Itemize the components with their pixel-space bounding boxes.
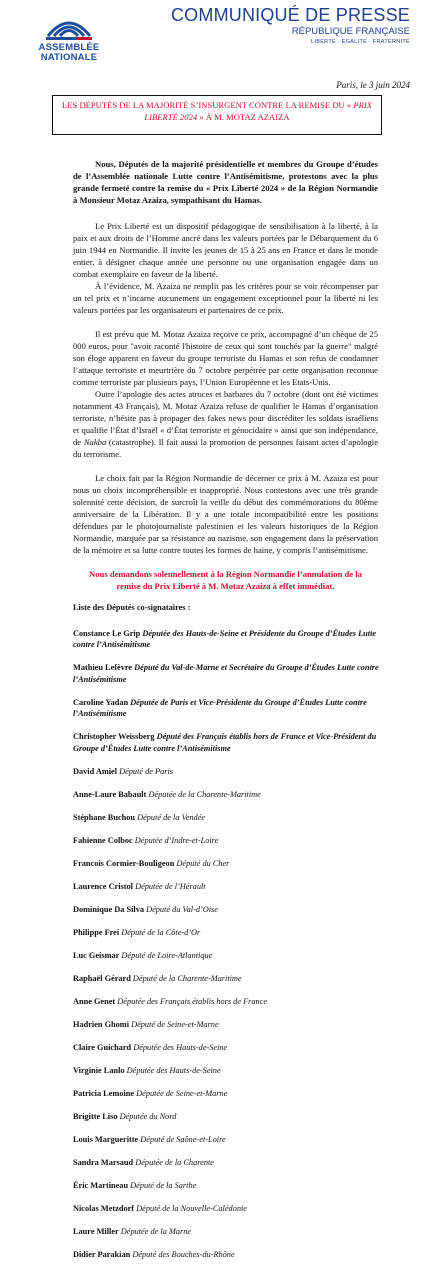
signatory-role: Député du Val-d’Oise — [146, 904, 218, 914]
signatory-name: Mathieu Lefèvre — [73, 663, 133, 673]
hemicycle-icon — [42, 6, 96, 42]
assemblee-nationale-logo — [30, 6, 108, 68]
signatories-section — [73, 602, 383, 1272]
signatory-item — [73, 858, 383, 870]
signatory-item — [73, 904, 383, 916]
signatory-item — [73, 973, 383, 985]
paragraph-apology-text-1: Outre l’apologie des actes atroces et barbares du 7 octobre (dont ont été victimes notamment 43 Français), M. Motaz Azaiza refuse de qualifier le Hamas d’organisation terroriste, n’hésite pas à propager des fakes news pour discréditer les soldats israéliens et qualifie l’État d’Israël « d’État terroriste et génocidaire » ainsi que son indépendance, de — [73, 389, 378, 447]
paragraph-apology-text-2: (catastrophe). Il fait aussi la promotion de personnes faisant actes d’apologie du terrorisme. — [73, 437, 379, 459]
signatory-role: Députée des Hauts-de-Seine — [126, 1065, 221, 1075]
signatory-role: Député du Val-de-Marne et Secrétaire du Groupe d’Études Lutte contre l’Antisémitisme — [73, 663, 379, 684]
date-line: Paris, le 3 juin 2024 — [336, 80, 410, 90]
signatory-name: Patricia Lemoine — [73, 1088, 135, 1098]
signatory-name: Stéphane Buchou — [73, 812, 136, 822]
signatory-item — [73, 996, 383, 1008]
signatory-role: Députée de la Marne — [120, 1226, 192, 1236]
signatory-name: David Amiel — [73, 766, 118, 776]
signatory-role: Députée des Français établis hors de France — [117, 996, 268, 1006]
signatory-role: Député de Seine-et-Marne — [131, 1019, 219, 1029]
logo-text-line-2: NATIONALE — [40, 52, 98, 63]
signatory-item — [73, 1157, 383, 1169]
signatory-name: Francois Cormier-Bouligeon — [73, 858, 175, 868]
signatory-item — [73, 1249, 383, 1261]
signatory-item — [73, 628, 383, 651]
letterhead-right — [171, 4, 410, 46]
paragraph-cheque: Il est prévu que M. Motaz Azaiza reçoive ce prix, accompagné d’un chèque de 25 000 euros, pour "avoir raconté l'histoire de ceux qui sont touchés par la guerre" malgré son éloge apparent en faveur du groupe terroriste du Hamas et son refus de condamner l’attaque terroriste et meurtrière du 7 octobre perpétrée par cette organisation reconnue comme terroriste par plusieurs pays, l’Union Européenne et les Etats-Unis. — [73, 329, 378, 387]
signatory-role: Député de la Vendée — [137, 812, 206, 822]
signatory-role: Député de Paris — [119, 766, 174, 776]
signatory-name: Laure Miller — [73, 1226, 119, 1236]
signatory-role: Député des Bouches-du-Rhône — [132, 1249, 235, 1259]
paragraph-prize-description: Le Prix Liberté est un dispositif pédagogique de sensibilisation à la liberté, à la paix et aux droits de l’Homme ancré dans les valeurs portées par le Débarquement du 6 juin 1944 en Normandie. Il invite les jeunes de 15 à 25 ans en France et dans le monde entier, à désigner chaque année une personne ou une organisation engagée dans un combat exemplaire en faveur de la liberté. — [73, 221, 378, 279]
headline-text-2: » À M. MOTAZ AZAIZA — [197, 112, 290, 122]
headline-text-1: LES DÉPUTÉS DE LA MAJORITÉ S’INSURGENT CONTRE LA REMISE DU « — [62, 100, 354, 110]
signatory-item — [73, 1180, 383, 1192]
republic-label: RÉPUBLIQUE FRANÇAISE — [291, 26, 410, 37]
signatory-role: Député des Français établis hors de France et Vice-Président du Groupe d’Études Lutte contre l’Antisémitisme — [73, 732, 377, 753]
intro-paragraph: Nous, Députés de la majorité présidentielle et membres du Groupe d’études de l’Assemblée nationale Lutte contre l’Antisémitisme, protestons avec la plus grande fermeté contre la remise du « Prix Liberté 2024 » de la Région Normandie à Monsieur Motaz Azaiza, sympathisant du Hamas. — [73, 159, 378, 205]
signatory-role: Députée des Hauts-de-Seine — [133, 1042, 228, 1052]
signatory-name: Éric Martineau — [73, 1180, 129, 1190]
signatory-item — [73, 1226, 383, 1238]
signatory-item — [73, 1203, 383, 1215]
signatory-item — [73, 662, 383, 685]
signatory-role: Député de la Nouvelle-Calédonie — [136, 1203, 247, 1213]
signatory-name: Raphaël Gérard — [73, 973, 131, 983]
signatories-title: Liste des Députés co-signataires : — [73, 603, 191, 612]
signatory-role: Députée du Nord — [119, 1111, 177, 1121]
signatory-role: Député de la Charente-Maritime — [132, 973, 242, 983]
signatory-name: Hadrien Ghomi — [73, 1019, 130, 1029]
signatory-item — [73, 1134, 383, 1146]
signatory-role: Députée de l’Hérault — [135, 881, 206, 891]
signatory-name: Sandra Marsaud — [73, 1157, 134, 1167]
signatory-item — [73, 697, 383, 720]
motto: LIBERTÉ - ÉGALITÉ - FRATERNITÉ — [311, 39, 410, 45]
signatory-role: Députée de Seine-et-Marne — [136, 1088, 228, 1098]
signatory-role: Député de la Sarthe — [130, 1180, 197, 1190]
signatory-role: Députée des Hauts-de-Seine et Présidente du Groupe d’Études Lutte contre l’Antisémitisme — [73, 628, 377, 650]
signatory-role: Député de Saône-et-Loire — [140, 1134, 226, 1144]
signatory-name: Didier Parakian — [73, 1249, 131, 1259]
signatory-item — [73, 1042, 383, 1054]
signatory-item — [73, 927, 383, 939]
headline-prize-name: PRIX LIBERTÉ 2024 — [144, 100, 372, 122]
signatories-list — [73, 628, 383, 1261]
signatory-item — [73, 731, 383, 754]
signatory-item — [73, 812, 383, 824]
signatory-name: Caroline Yadan — [73, 697, 129, 707]
signatory-role: Député du Cher — [176, 858, 230, 868]
signatory-name: Brigitte Liso — [73, 1111, 118, 1121]
signatory-role: Député de la Côte-d’Or — [121, 927, 201, 937]
signatory-item — [73, 1065, 383, 1077]
signatory-name: Virginie Lanlo — [73, 1065, 125, 1075]
signatory-item — [73, 1111, 383, 1123]
signatory-name: Philippe Frei — [73, 927, 120, 937]
paragraph-region-choice: Le choix fait par la Région Normandie de décerner ce prix à M. Azaiza est pour nous un choix incompréhensible et inapproprié. Nous contestons avec une très grande solennité cette décision, de surcroît la veille du début des commémorations du 80ème anniversaire de la Libération. Il y a une totale incompatibilité entre les positions défendues par le photojournaliste palestinien et les valeurs historiques de la Région Normandie, marquée par sa résistance au nazisme, son engagement dans la préservation de la mémoire et sa lutte contre toutes les formes de haine, y compris l’antisémitisme. — [73, 473, 378, 555]
signatory-role: Députée de Paris et Vice-Présidente du Groupe d’Études Lutte contre l’Antisémitisme — [73, 697, 367, 719]
signatory-name: Claire Guichard — [73, 1042, 132, 1052]
logo-wordmark — [30, 43, 108, 63]
signatory-name: Fabienne Colboc — [73, 835, 133, 845]
document-title: COMMUNIQUÉ DE PRESSE — [170, 5, 410, 25]
signatory-name: Christopher Weissberg — [73, 732, 155, 742]
signatory-name: Louis Margueritte — [73, 1134, 139, 1144]
nakba-term: Nakba — [83, 437, 107, 447]
release-body — [73, 158, 378, 592]
signatory-role: Député de Loire-Atlantique — [121, 950, 213, 960]
signatory-item — [73, 789, 383, 801]
signatory-item — [73, 1088, 383, 1100]
signatory-name: Laurence Cristol — [73, 881, 133, 891]
signatory-role: Députée d’Indre-et-Loire — [134, 835, 219, 845]
signatory-item — [73, 1019, 383, 1031]
signatory-name: Luc Geismar — [73, 950, 120, 960]
signatory-item — [73, 950, 383, 962]
letterhead — [0, 0, 435, 78]
signatory-item — [73, 835, 383, 847]
signatory-role: Députée de la Charente-Maritime — [148, 789, 261, 799]
signatory-name: Dominique Da Silva — [73, 904, 144, 914]
logo-text-line-1: ASSEMBLÉE — [38, 42, 100, 53]
signatory-name: Constance Le Grip — [73, 628, 141, 638]
paragraph-criteria: À l’évidence, M. Azaiza ne remplit pas les critères pour se voir récompenser par un tel prix et n’incarne aucunement un engagement exceptionnel pour la liberté ni les valeurs portées par les organisateurs et partenaires de ce prix. — [73, 281, 378, 315]
signatory-role: Députée de la Charente — [135, 1157, 214, 1167]
signatory-name: Anne Genet — [73, 996, 116, 1006]
paragraph-apology — [73, 388, 378, 460]
headline-box — [52, 95, 382, 135]
signatory-name: Nicolas Metzdorf — [73, 1203, 135, 1213]
signatory-item — [73, 881, 383, 893]
demand-statement: Nous demandons solennellement à la Région Normandie l’annulation de la remise du Prix Liberté à M. Motaz Azaiza à effet immédiat. — [89, 569, 362, 591]
signatory-item — [73, 766, 383, 778]
signatory-name: Anne-Laure Babault — [73, 789, 147, 799]
